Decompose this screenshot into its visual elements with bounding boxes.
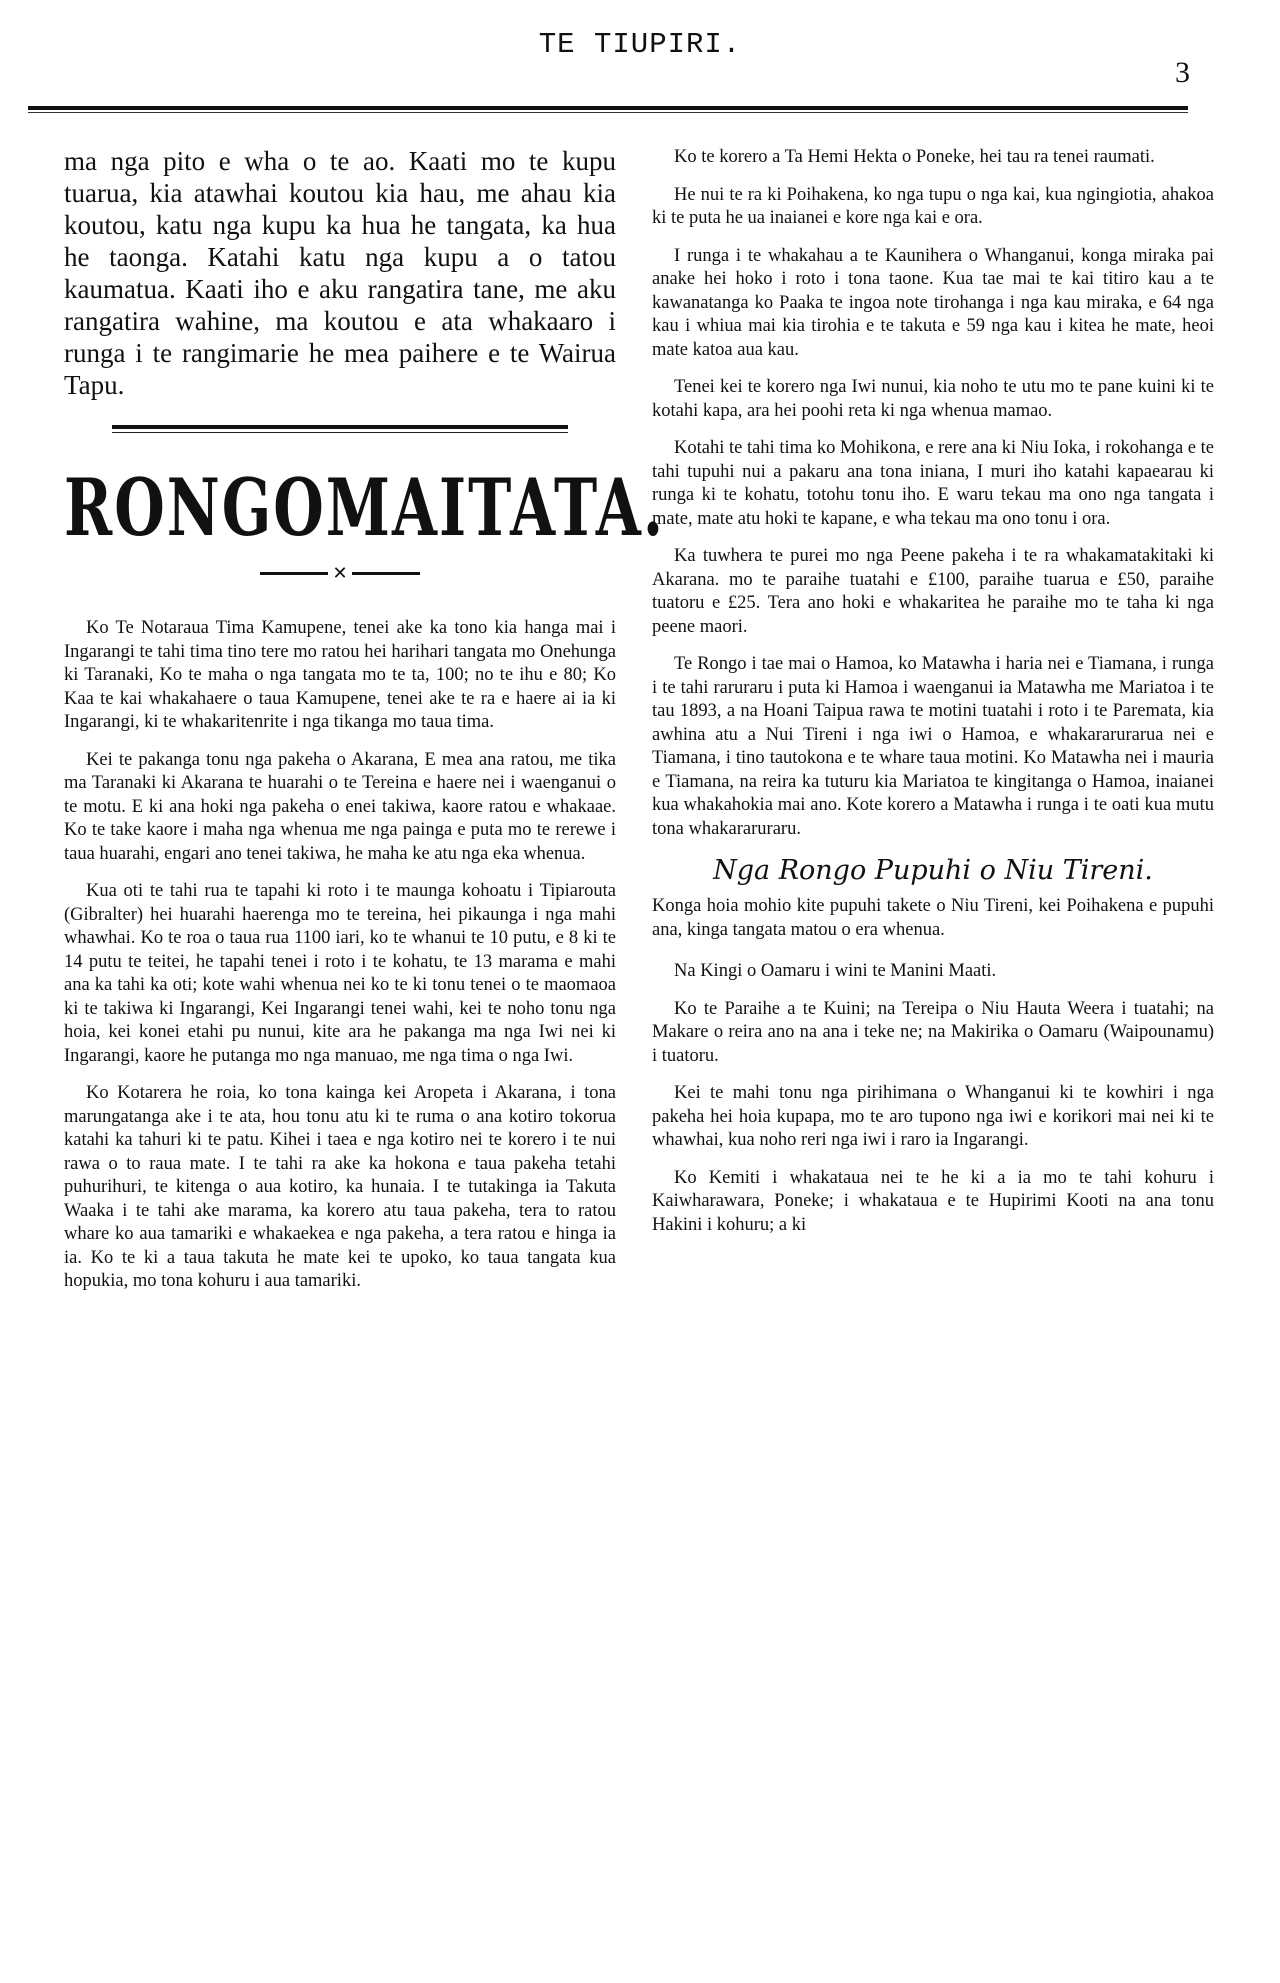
intro-paragraph: ma nga pito e wha o te ao. Kaati mo te kupu tuarua, kia atawhai koutou kia hau, me ahau kia koutou, katu nga kupu ka hua he tangata, ka hua he taonga. Katahi katu nga kupu a o tatou kaumatua. Kaati iho e aku rangatira tane, me aku rangatira wahine, ma koutou e ata whakaaro i runga i te rangimarie he mea paihere e te Wairua Tapu. <box>64 146 616 400</box>
section-divider-rule <box>112 425 568 429</box>
news-paragraph: Kotahi te tahi tima ko Mohikona, e rere ana ki Niu Ioka, i rokohanga e te tahi tupuhi nui a pakaru ana tona iniana, I muri iho katahi kapaearau ki runga ki te kohatu, totohu tonu iho. E waru tekau ma ono nga tangata i mate, mate atu hoki te kapane, e wha tekau ma ono tonu i ora. <box>652 438 1214 529</box>
left-column <box>64 145 666 1308</box>
news-paragraph: Te Rongo i tae mai o Hamoa, ko Matawha i haria nei e Tiamana, i runga i te tahi raruraru i puta ki Hamoa i waenganui ia Matawha me Mariatoa i te tau 1893, a na Hoani Taipua rawa te motini tuatahi i roto i te Paremata, kia awhina atu a Nui Tireni i nga iwi o Hamoa, e whakararurarua nei e Tiamana, i tino tautokona e te whare taua motini. Ko Matawha nei i mauria e Tiamana, na reira ka tuturu kia Mariatoa te kingitanga o Hamoa, inaianei kua whakahokia mai ano. Kote korero a Matawha i runga i te oati kua mutu tona whakararuraru. <box>652 654 1214 839</box>
right-column <box>652 146 1214 1251</box>
news-paragraph: I runga i te whakahau a te Kaunihera o Whanganui, konga miraka pai anake hei hoko i roto i tona taone. Kua tae mai te kai titiro kau a te kawanatanga ko Paaka te ingoa note tirohanga i nga kau miraka, e 64 nga kau i whiua mai kia tirohia e te takuta e 59 nga kau i kitea he mate, heoi mate katoa aua kau. <box>652 245 1214 360</box>
ornament-divider <box>64 563 616 583</box>
newspaper-title: TE TIUPIRI. <box>538 28 742 61</box>
news-paragraph: Ko te Paraihe a te Kuini; na Tereipa o Niu Hauta Weera i tuatahi; na Makare o reira ano na ana i teke ne; na Makirika o Oamaru (Waipounamu) i tuatoru. <box>652 998 1214 1066</box>
page-header <box>0 0 1280 110</box>
page-number: 3 <box>1175 56 1190 89</box>
news-paragraph: Ko te korero a Ta Hemi Hekta o Poneke, hei tau ra tenei raumati. <box>674 147 1155 167</box>
header-rule-thin <box>28 112 1188 113</box>
news-paragraph: He nui te ra ki Poihakena, ko nga tupu o nga kai, kua ngingiotia, ahakoa ki te puta he ua inaianei e kore nga kai e ora. <box>652 184 1214 228</box>
ornament-star-icon: ✕ <box>332 563 348 583</box>
news-paragraph: Ka tuwhera te purei mo nga Peene pakeha i te ra whakamatakitaki ki Akarana. mo te paraihe tuatahi e £100, paraihe tuarua e £50, paraihe tuatoru e £25. Tera ano hoki e whakaritea he paraihe mo te taha ki nga peene maori. <box>652 546 1214 637</box>
ornament-bar-right <box>352 572 420 575</box>
subsection-intro: Konga hoia mohio kite pupuhi takete o Niu Tireni, kei Poihakena e pupuhi ana, kinga tangata matou o era whenua. <box>652 896 1214 940</box>
news-paragraph: Ko Te Notaraua Tima Kamupene, tenei ake ka tono kia hanga mai i Ingarangi te tahi tima tino tere mo ratou hei harihari tangata mo Onehunga ki Taranaki, Ko te maha o nga tangata mo te ta, 100; no te ihu e 80; Ko Kaa te kai whakahaere o taua Kamupene, tenei ake te ra e haere ai ia ki Ingarangi, ki te whakaritenrite i nga tikanga mo taua tima. <box>64 618 616 732</box>
section-subheading: Nga Rongo Pupuhi o Niu Tireni. <box>713 855 1153 886</box>
news-paragraph: Ko Kotarera he roia, ko tona kainga kei Aropeta i Akarana, i tona marungatanga ake i te ata, hou tonu atu ki te ruma o ana kotiro tokorua katahi ka tahuri ki te patu. Kihei i taea e nga kotiro nei te korero i te nui rawa o to raua mate. I te tahi ra ake ka hokona e taua pakeha tetahi puhurihuri, te kitenga o aua kotiro, ka hunaia. I te tutakinga ia Takuta Waaka i te tahi ake marama, ka korero atu taua pakeha, tera to ratou whare ko aua tamariki e whakaekea e nga pakeha, a tera ratou e hinga ia ia. Ko te ki a taua takuta he mate kei te upoko, ko taua tangata kua hopukia, mo tona kohuru i aua tamariki. <box>64 1083 616 1291</box>
header-rule <box>28 106 1188 110</box>
ornament-bar-left <box>260 572 328 575</box>
news-paragraph: Kua oti te tahi rua te tapahi ki roto i te maunga kohoatu i Tipiarouta (Gibralter) hei huarahi haerenga mo te tereina, hei pikaunga i nga mahi whawhai. Ko te roa o taua rua 1100 iari, ko te whanui te 10 putu, e 8 ki te 14 putu te teitei, he tapahi tenei i roto i te kohatu, te 13 marama e mahi ana ka tahi ka oti; kote wahi whenua nei ko te ki tonu tenei o te maomaoa ki te takiwa ki Ingarangi, Kei Ingarangi tenei wahi, kei te noho tonu nga hoia, kei konei etahi pu nunui, kite ara he pakanga ma nga Iwi nei ki Ingarangi, kaore he putanga mo nga manuao, me nga tima o nga Iwi. <box>64 881 616 1066</box>
section-headline: RONGOMAITATA. <box>64 462 666 554</box>
news-paragraph: Ko Kemiti i whakataua nei te he ki a ia mo te tahi kohuru i Kaiwharawara, Poneke; i whakataua e te Hupirimi Kooti na ana tonu Hakini i kohuru; a ki <box>652 1167 1214 1235</box>
news-paragraph: Kei te pakanga tonu nga pakeha o Akarana, E mea ana ratou, me tika ma Taranaki ki Akarana te huarahi o te Tereina e haere nei i waenganui o te motu. E ki ana hoki nga pakeha o enei takiwa, kaore ratou e whakaae. Ko te take kaore i maha nga whenua me nga painga e puta mo te rerewe i taua huarahi, engari ano tenei takiwa, he maha ke atu nga eka whenua. <box>64 749 616 864</box>
news-paragraph: Kei te mahi tonu nga pirihimana o Whanganui ki te kowhiri i nga pakeha hei hoia kupapa, mo te aro tupono nga iwi e korikori mai nei ki te whawhai, kua noho reri nga iwi i raro ia Ingarangi. <box>652 1083 1214 1150</box>
result-line: Na Kingi o Oamaru i wini te Manini Maati. <box>674 961 997 981</box>
news-paragraph: Tenei kei te korero nga Iwi nunui, kia noho te utu mo te pane kuini ki te kotahi kapa, ara hei poohi reta ki nga whenua mamao. <box>652 377 1214 421</box>
